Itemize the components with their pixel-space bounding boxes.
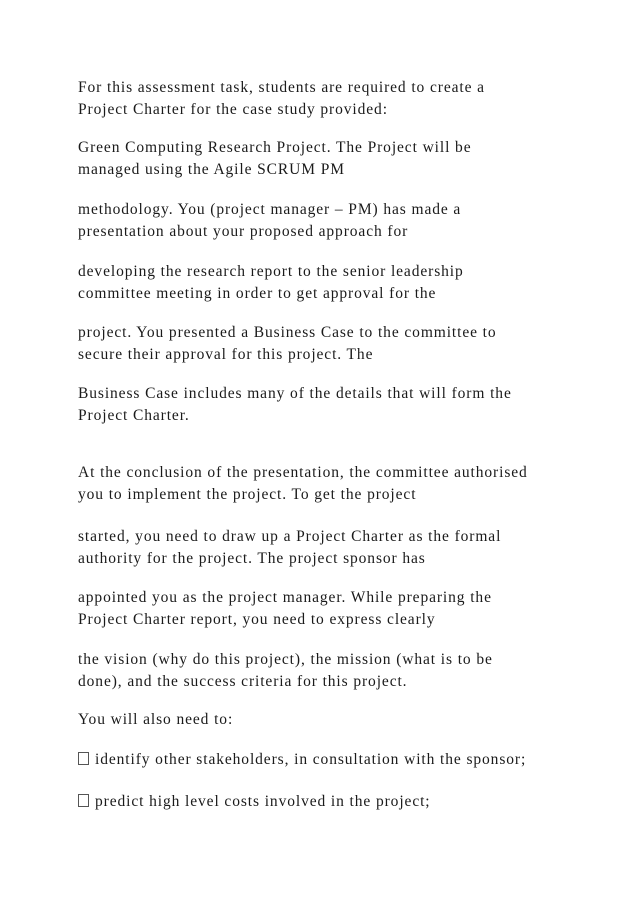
text-line: started, you need to draw up a Project Charter as the formal [78, 528, 502, 545]
missing-glyph-box-icon [78, 752, 89, 765]
text-line: Project Charter. [78, 407, 190, 424]
text-line: committee meeting in order to get approval for the [78, 285, 437, 302]
text-line: presentation about your proposed approach for [78, 223, 409, 240]
text-line: At the conclusion of the presentation, the committee authorised [78, 464, 528, 481]
text-line: project. You presented a Business Case to the committee to [78, 324, 497, 341]
text-line: Business Case includes many of the details that will form the [78, 385, 512, 402]
paragraph [78, 137, 598, 181]
text-line: For this assessment task, students are required to create a [78, 79, 485, 96]
paragraph [78, 649, 598, 693]
text-line: Project Charter for the case study provided: [78, 101, 388, 118]
text-line: Project Charter report, you need to express clearly [78, 611, 436, 628]
text-line: the vision (why do this project), the mission (what is to be [78, 651, 493, 668]
text-line: done), and the success criteria for this project. [78, 673, 408, 690]
bullet-item [78, 791, 598, 813]
text-line: authority for the project. The project sponsor has [78, 550, 426, 567]
text-line: developing the research report to the senior leadership [78, 263, 464, 280]
text-line: You will also need to: [78, 711, 234, 728]
text-line: you to implement the project. To get the project [78, 486, 417, 503]
text-line: secure their approval for this project. The [78, 346, 374, 363]
paragraph [78, 709, 598, 731]
bullet-text: predict high level costs involved in the project; [95, 793, 431, 810]
bullet-item [78, 749, 598, 771]
paragraph [78, 526, 598, 570]
paragraph [78, 383, 598, 427]
bullet-text: identify other stakeholders, in consultation with the sponsor; [95, 751, 527, 768]
paragraph [78, 462, 598, 506]
paragraph [78, 261, 598, 305]
text-line: methodology. You (project manager – PM) has made a [78, 201, 462, 218]
paragraph [78, 77, 598, 121]
paragraph [78, 587, 598, 631]
text-line: appointed you as the project manager. While preparing the [78, 589, 492, 606]
paragraph [78, 322, 598, 366]
text-line: Green Computing Research Project. The Project will be [78, 139, 472, 156]
text-line: managed using the Agile SCRUM PM [78, 161, 345, 178]
missing-glyph-box-icon [78, 794, 89, 807]
paragraph [78, 199, 598, 243]
